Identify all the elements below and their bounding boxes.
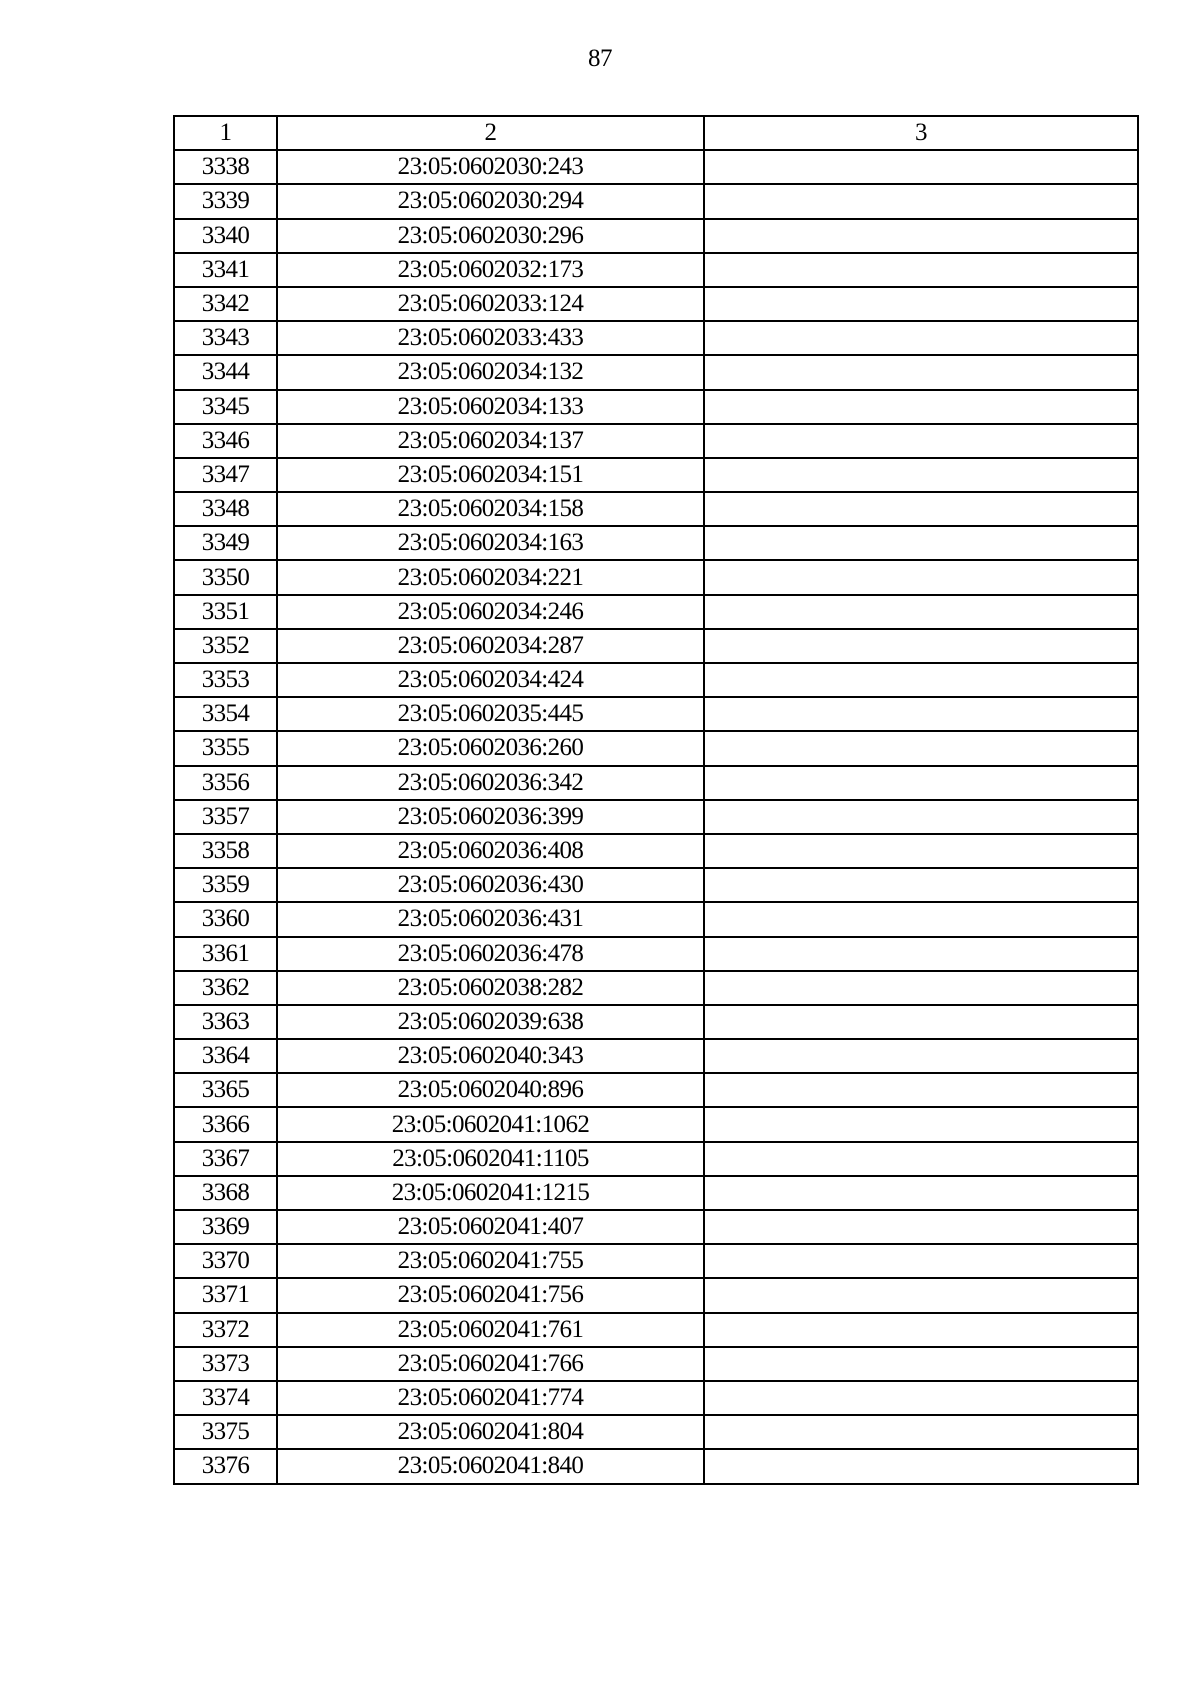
note-cell <box>704 1107 1138 1141</box>
cadastral-number-cell: 23:05:0602034:132 <box>277 355 704 389</box>
table-row <box>174 1039 1138 1073</box>
table-row <box>174 800 1138 834</box>
row-number-cell: 3376 <box>174 1449 277 1483</box>
note-cell <box>704 1244 1138 1278</box>
row-number-cell: 3343 <box>174 321 277 355</box>
cadastral-number-cell: 23:05:0602034:287 <box>277 629 704 663</box>
note-cell <box>704 800 1138 834</box>
note-cell <box>704 1073 1138 1107</box>
row-number-cell: 3340 <box>174 219 277 253</box>
note-cell <box>704 697 1138 731</box>
cadastral-number-cell: 23:05:0602036:431 <box>277 902 704 936</box>
table-header-row <box>174 116 1138 150</box>
column-header: 3 <box>704 116 1138 150</box>
note-cell <box>704 1005 1138 1039</box>
note-cell <box>704 321 1138 355</box>
note-cell <box>704 219 1138 253</box>
table-body <box>174 150 1138 1483</box>
table-row <box>174 1278 1138 1312</box>
row-number-cell: 3338 <box>174 150 277 184</box>
cadastral-number-cell: 23:05:0602036:342 <box>277 766 704 800</box>
row-number-cell: 3366 <box>174 1107 277 1141</box>
row-number-cell: 3345 <box>174 390 277 424</box>
note-cell <box>704 150 1138 184</box>
cadastral-number-cell: 23:05:0602034:163 <box>277 526 704 560</box>
row-number-cell: 3347 <box>174 458 277 492</box>
note-cell <box>704 1278 1138 1312</box>
table-row <box>174 219 1138 253</box>
cadastral-number-cell: 23:05:0602040:896 <box>277 1073 704 1107</box>
note-cell <box>704 1210 1138 1244</box>
note-cell <box>704 1347 1138 1381</box>
row-number-cell: 3341 <box>174 253 277 287</box>
table-row <box>174 1005 1138 1039</box>
note-cell <box>704 937 1138 971</box>
note-cell <box>704 1039 1138 1073</box>
note-cell <box>704 1449 1138 1483</box>
table-row <box>174 731 1138 765</box>
cadastral-number-cell: 23:05:0602041:1215 <box>277 1176 704 1210</box>
table-row <box>174 868 1138 902</box>
table-row <box>174 902 1138 936</box>
table-row <box>174 697 1138 731</box>
table-row <box>174 1347 1138 1381</box>
cadastral-number-cell: 23:05:0602041:761 <box>277 1313 704 1347</box>
cadastral-number-cell: 23:05:0602034:151 <box>277 458 704 492</box>
column-header: 2 <box>277 116 704 150</box>
cadastral-number-cell: 23:05:0602040:343 <box>277 1039 704 1073</box>
row-number-cell: 3367 <box>174 1142 277 1176</box>
row-number-cell: 3342 <box>174 287 277 321</box>
table-row <box>174 150 1138 184</box>
note-cell <box>704 1381 1138 1415</box>
cadastral-number-cell: 23:05:0602034:158 <box>277 492 704 526</box>
note-cell <box>704 1415 1138 1449</box>
cadastral-number-cell: 23:05:0602034:221 <box>277 560 704 594</box>
row-number-cell: 3375 <box>174 1415 277 1449</box>
row-number-cell: 3344 <box>174 355 277 389</box>
table-row <box>174 595 1138 629</box>
note-cell <box>704 1142 1138 1176</box>
cadastral-number-cell: 23:05:0602041:804 <box>277 1415 704 1449</box>
row-number-cell: 3350 <box>174 560 277 594</box>
note-cell <box>704 731 1138 765</box>
registry-table <box>173 115 1139 1485</box>
note-cell <box>704 424 1138 458</box>
table-row <box>174 766 1138 800</box>
note-cell <box>704 253 1138 287</box>
cadastral-number-cell: 23:05:0602035:445 <box>277 697 704 731</box>
table-row <box>174 1210 1138 1244</box>
cadastral-number-cell: 23:05:0602034:137 <box>277 424 704 458</box>
cadastral-number-cell: 23:05:0602041:840 <box>277 1449 704 1483</box>
cadastral-number-cell: 23:05:0602041:1105 <box>277 1142 704 1176</box>
cadastral-number-cell: 23:05:0602030:243 <box>277 150 704 184</box>
note-cell <box>704 458 1138 492</box>
table-row <box>174 834 1138 868</box>
note-cell <box>704 868 1138 902</box>
row-number-cell: 3354 <box>174 697 277 731</box>
table-row <box>174 492 1138 526</box>
page-number: 87 <box>588 45 612 72</box>
row-number-cell: 3339 <box>174 184 277 218</box>
table-row <box>174 287 1138 321</box>
cadastral-number-cell: 23:05:0602036:260 <box>277 731 704 765</box>
table-row <box>174 321 1138 355</box>
note-cell <box>704 1176 1138 1210</box>
cadastral-number-cell: 23:05:0602041:756 <box>277 1278 704 1312</box>
cadastral-number-cell: 23:05:0602036:399 <box>277 800 704 834</box>
table-row <box>174 971 1138 1005</box>
row-number-cell: 3361 <box>174 937 277 971</box>
row-number-cell: 3373 <box>174 1347 277 1381</box>
cadastral-number-cell: 23:05:0602034:424 <box>277 663 704 697</box>
note-cell <box>704 560 1138 594</box>
note-cell <box>704 390 1138 424</box>
cadastral-number-cell: 23:05:0602030:294 <box>277 184 704 218</box>
table-row <box>174 560 1138 594</box>
cadastral-number-cell: 23:05:0602036:430 <box>277 868 704 902</box>
table-row <box>174 424 1138 458</box>
table-row <box>174 1381 1138 1415</box>
note-cell <box>704 629 1138 663</box>
table-row <box>174 390 1138 424</box>
note-cell <box>704 184 1138 218</box>
row-number-cell: 3371 <box>174 1278 277 1312</box>
row-number-cell: 3370 <box>174 1244 277 1278</box>
note-cell <box>704 595 1138 629</box>
note-cell <box>704 355 1138 389</box>
table-row <box>174 1073 1138 1107</box>
cadastral-number-cell: 23:05:0602041:407 <box>277 1210 704 1244</box>
cadastral-number-cell: 23:05:0602030:296 <box>277 219 704 253</box>
row-number-cell: 3348 <box>174 492 277 526</box>
cadastral-number-cell: 23:05:0602036:478 <box>277 937 704 971</box>
table-row <box>174 1176 1138 1210</box>
table-row <box>174 629 1138 663</box>
row-number-cell: 3363 <box>174 1005 277 1039</box>
note-cell <box>704 526 1138 560</box>
row-number-cell: 3360 <box>174 902 277 936</box>
table-row <box>174 184 1138 218</box>
table-row <box>174 458 1138 492</box>
cadastral-number-cell: 23:05:0602033:124 <box>277 287 704 321</box>
note-cell <box>704 663 1138 697</box>
row-number-cell: 3351 <box>174 595 277 629</box>
table-row <box>174 253 1138 287</box>
cadastral-number-cell: 23:05:0602038:282 <box>277 971 704 1005</box>
cadastral-number-cell: 23:05:0602032:173 <box>277 253 704 287</box>
note-cell <box>704 766 1138 800</box>
table-row <box>174 355 1138 389</box>
row-number-cell: 3356 <box>174 766 277 800</box>
table-row <box>174 937 1138 971</box>
cadastral-number-cell: 23:05:0602041:766 <box>277 1347 704 1381</box>
note-cell <box>704 834 1138 868</box>
cadastral-number-cell: 23:05:0602034:133 <box>277 390 704 424</box>
row-number-cell: 3372 <box>174 1313 277 1347</box>
cadastral-number-cell: 23:05:0602041:755 <box>277 1244 704 1278</box>
cadastral-number-cell: 23:05:0602039:638 <box>277 1005 704 1039</box>
row-number-cell: 3362 <box>174 971 277 1005</box>
cadastral-number-cell: 23:05:0602041:1062 <box>277 1107 704 1141</box>
cadastral-number-cell: 23:05:0602034:246 <box>277 595 704 629</box>
row-number-cell: 3368 <box>174 1176 277 1210</box>
note-cell <box>704 1313 1138 1347</box>
table-row <box>174 526 1138 560</box>
row-number-cell: 3346 <box>174 424 277 458</box>
row-number-cell: 3374 <box>174 1381 277 1415</box>
table-row <box>174 1142 1138 1176</box>
table-row <box>174 663 1138 697</box>
row-number-cell: 3353 <box>174 663 277 697</box>
cadastral-number-cell: 23:05:0602041:774 <box>277 1381 704 1415</box>
row-number-cell: 3357 <box>174 800 277 834</box>
row-number-cell: 3365 <box>174 1073 277 1107</box>
cadastral-number-cell: 23:05:0602036:408 <box>277 834 704 868</box>
note-cell <box>704 902 1138 936</box>
row-number-cell: 3369 <box>174 1210 277 1244</box>
cadastral-number-cell: 23:05:0602033:433 <box>277 321 704 355</box>
row-number-cell: 3359 <box>174 868 277 902</box>
table-row <box>174 1415 1138 1449</box>
table-row <box>174 1449 1138 1483</box>
note-cell <box>704 492 1138 526</box>
row-number-cell: 3355 <box>174 731 277 765</box>
table-row <box>174 1244 1138 1278</box>
note-cell <box>704 971 1138 1005</box>
note-cell <box>704 287 1138 321</box>
row-number-cell: 3352 <box>174 629 277 663</box>
row-number-cell: 3349 <box>174 526 277 560</box>
column-header: 1 <box>174 116 277 150</box>
table-row <box>174 1107 1138 1141</box>
row-number-cell: 3364 <box>174 1039 277 1073</box>
row-number-cell: 3358 <box>174 834 277 868</box>
table-row <box>174 1313 1138 1347</box>
